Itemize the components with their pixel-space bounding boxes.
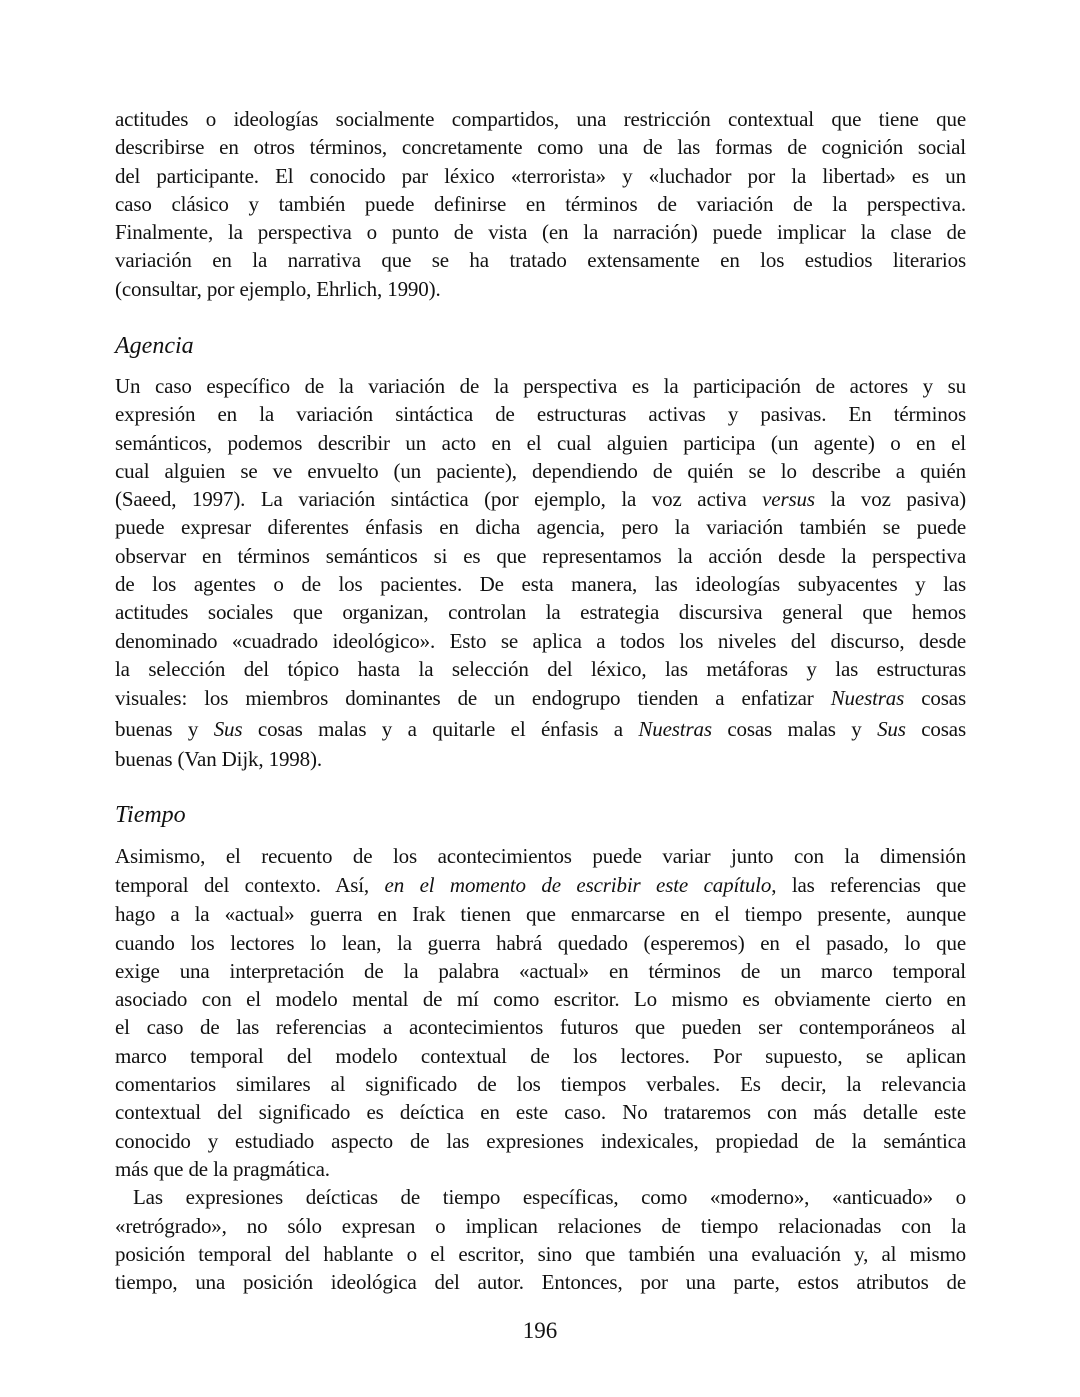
text-line: posición temporal del hablante o el escritor, sino que también una evaluación y, al mismo bbox=[115, 1241, 966, 1266]
italic-emphasis: Sus bbox=[213, 717, 243, 742]
italic-emphasis: versus bbox=[762, 487, 815, 512]
paragraph-intro bbox=[115, 105, 966, 303]
text-line: (Saeed, 1997). La variación sintáctica (por ejemplo, la voz activa versus la voz pasiva) bbox=[115, 487, 966, 512]
text-line: temporal del contexto. Así, en el momento de escribir este capítulo, las referencias que bbox=[115, 873, 967, 898]
text-line: actitudes o ideologías socialmente compartidos, una restricción contextual que tiene que bbox=[115, 107, 966, 131]
text-line: buenas (Van Dijk, 1998). bbox=[115, 747, 322, 772]
text-line: denominado «cuadrado ideológico». Esto se aplica a todos los niveles del discurso, desde bbox=[115, 628, 966, 653]
text-line: tiempo, una posición ideológica del autor. Entonces, por una parte, estos atributos de bbox=[115, 1270, 966, 1295]
italic-emphasis: Nuestras bbox=[638, 717, 712, 742]
text-line: marco temporal del modelo contextual de los lectores. Por supuesto, se aplican bbox=[115, 1043, 966, 1068]
text-line: semánticos, podemos describir un acto en el cual alguien participa (un agente) o en el bbox=[115, 430, 966, 455]
text-line: Las expresiones deícticas de tiempo específicas, como «moderno», «anticuado» o bbox=[133, 1185, 966, 1210]
text-line: comentarios similares al significado de los tiempos verbales. Es decir, la relevancia bbox=[115, 1072, 966, 1097]
italic-emphasis: en el momento de escribir este capítulo bbox=[384, 873, 772, 898]
text-line: contextual del significado es deíctica en este caso. No trataremos con más detalle este bbox=[115, 1100, 966, 1125]
text-line: del participante. El conocido par léxico «terrorista» y «luchador por la libertad» es un bbox=[115, 163, 966, 188]
text-line: cuando los lectores lo lean, la guerra habrá quedado (esperemos) en el pasado, lo que bbox=[115, 930, 966, 955]
text-line: más que de la pragmática. bbox=[115, 1156, 330, 1181]
text-line: describirse en otros términos, concretamente como una de las formas de cognición social bbox=[115, 135, 966, 160]
italic-emphasis: Nuestras bbox=[830, 686, 905, 711]
text-line: conocido y estudiado aspecto de las expresiones indexicales, propiedad de la semántica bbox=[115, 1128, 966, 1153]
text-line: Un caso específico de la variación de la perspectiva es la participación de actores y su bbox=[115, 374, 966, 398]
page-number: 196 bbox=[522, 1318, 558, 1343]
text-line: variación en la narrativa que se ha tratado extensamente en los estudios literarios bbox=[115, 248, 966, 273]
text-line: observar en términos semánticos si es que representamos la acción desde la perspectiva bbox=[115, 543, 966, 568]
paragraph-tiempo-1 bbox=[115, 842, 966, 1296]
text-line: actitudes sociales que organizan, controlan la estrategia discursiva general que hemos bbox=[115, 600, 966, 625]
text-line: de los agentes o de los pacientes. De esta manera, las ideologías subyacentes y las bbox=[115, 572, 966, 597]
text-line: expresión en la variación sintáctica de estructuras activas y pasivas. En términos bbox=[115, 402, 966, 427]
text-line: Asimismo, el recuento de los acontecimientos puede variar junto con la dimensión bbox=[115, 844, 966, 868]
text-line: buenas y Sus cosas malas y a quitarle el énfasis a Nuestras cosas malas y Sus cosas bbox=[115, 717, 967, 742]
text-line: caso clásico y también puede definirse en términos de variación de la perspectiva. bbox=[115, 191, 966, 216]
italic-emphasis: Sus bbox=[877, 717, 906, 742]
text-line: el caso de las referencias a acontecimientos futuros que pueden ser contemporáneos al bbox=[115, 1015, 966, 1040]
text-line: «retrógrado», no sólo expresan o implican relaciones de tiempo relacionadas con la bbox=[115, 1213, 966, 1238]
text-line: asociado con el modelo mental de mí como escritor. Lo mismo es obviamente cierto en bbox=[115, 987, 966, 1012]
text-line: hago a la «actual» guerra en Irak tienen que enmarcarse en el tiempo presente, aunque bbox=[115, 902, 966, 927]
text-line: puede expresar diferentes énfasis en dicha agencia, pero la variación también se puede bbox=[115, 515, 966, 540]
section-heading-tiempo: Tiempo bbox=[115, 802, 186, 828]
text-line: cual alguien se ve envuelto (un paciente), dependiendo de quién se lo describe a quién bbox=[115, 458, 966, 483]
text-line: Finalmente, la perspectiva o punto de vista (en la narración) puede implicar la clase de bbox=[115, 220, 966, 245]
paragraph-agencia bbox=[115, 372, 966, 774]
text-line: (consultar, por ejemplo, Ehrlich, 1990). bbox=[115, 276, 441, 301]
text-line: la selección del tópico hasta la selección del léxico, las metáforas y las estructuras bbox=[115, 656, 966, 681]
text-line: exige una interpretación de la palabra «actual» en términos de un marco temporal bbox=[115, 958, 966, 983]
section-heading-agencia: Agencia bbox=[115, 333, 194, 359]
text-line: visuales: los miembros dominantes de un endogrupo tienden a enfatizar Nuestras cosas bbox=[115, 686, 966, 711]
